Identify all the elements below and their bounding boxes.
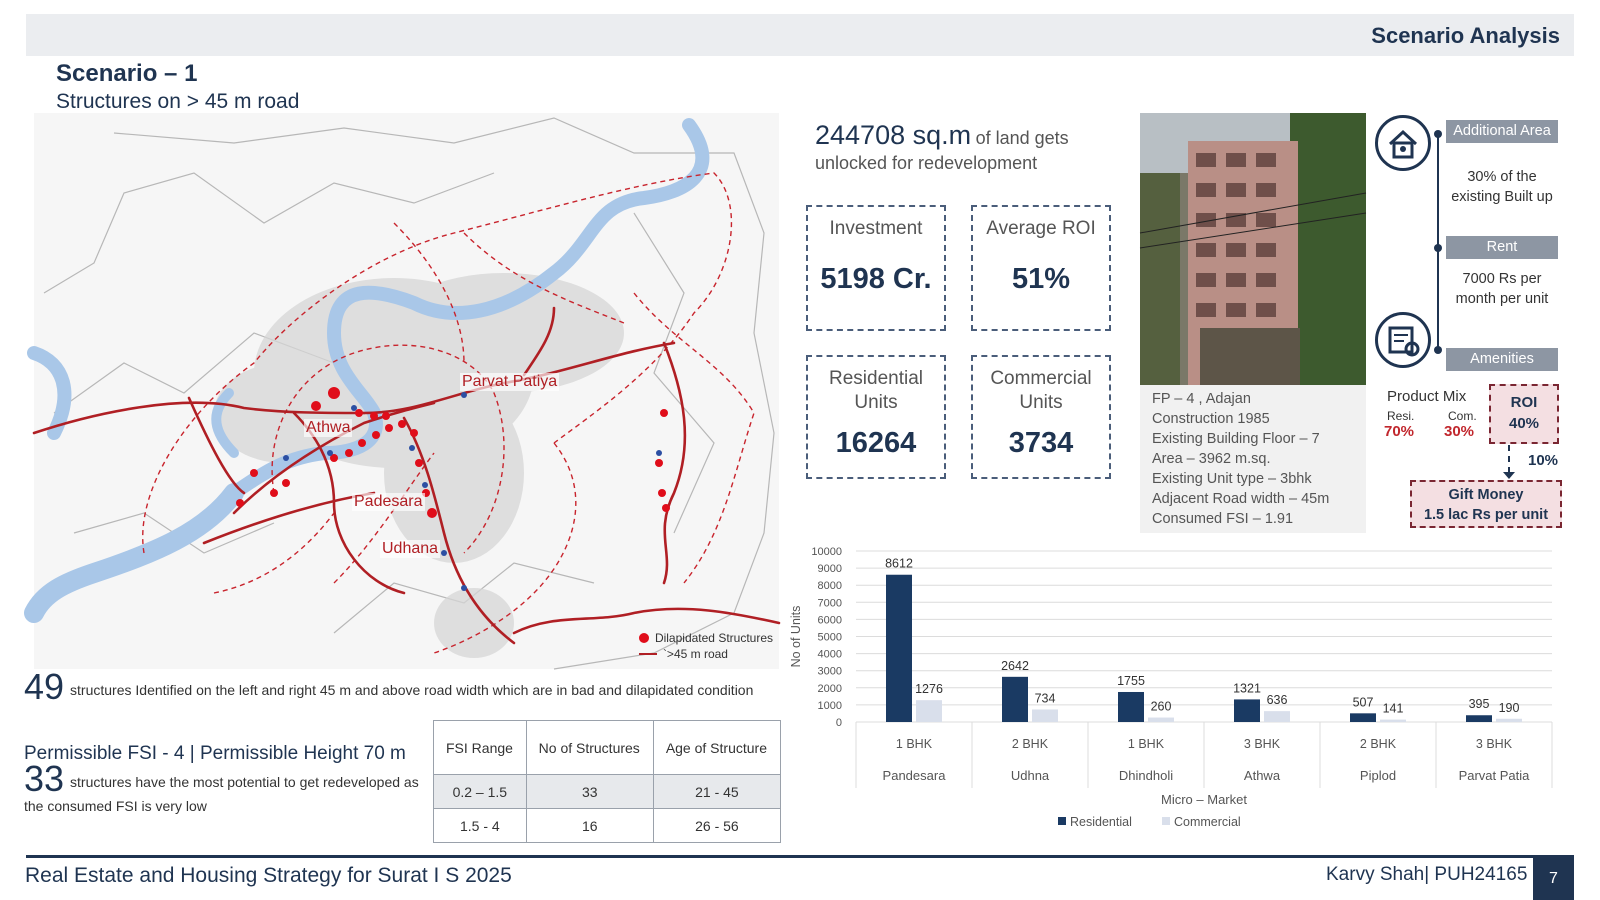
fact-line: Existing Unit type – 3bhk bbox=[1152, 471, 1312, 487]
identified-stat bbox=[24, 666, 759, 707]
timeline-dot bbox=[1434, 346, 1442, 354]
rent-label: Rent bbox=[1446, 236, 1558, 259]
roi-card bbox=[971, 205, 1111, 331]
y-tick-label: 6000 bbox=[817, 614, 842, 627]
scenario-subtitle: Structures on > 45 m road bbox=[56, 90, 300, 113]
property-facts bbox=[1140, 385, 1366, 533]
bar-residential bbox=[886, 575, 912, 722]
data-label: 1276 bbox=[915, 682, 943, 697]
amenities-label: Amenities bbox=[1446, 348, 1558, 371]
resi-label: Resi. bbox=[1387, 409, 1415, 423]
x-market-label: Dhindholi bbox=[1118, 768, 1174, 783]
x-market-label: Athwa bbox=[1243, 768, 1281, 783]
y-tick-label: 1000 bbox=[817, 699, 842, 712]
footer-rule bbox=[26, 855, 1574, 858]
data-label: 260 bbox=[1150, 699, 1172, 714]
fact-line: Area – 3962 m.sq. bbox=[1152, 451, 1271, 467]
roi-value: 40% bbox=[1508, 415, 1540, 432]
page-number: 7 bbox=[1533, 858, 1574, 900]
x-market-label: Udhna bbox=[1010, 768, 1050, 783]
arrow-percent: 10% bbox=[1528, 452, 1559, 469]
bar-commercial bbox=[916, 700, 942, 722]
fact-line: Construction 1985 bbox=[1152, 411, 1270, 427]
table-cell: 0.2 – 1.5 bbox=[434, 775, 527, 809]
map-label-udhana: Udhana bbox=[382, 540, 439, 557]
map-label-padesara: Padesara bbox=[354, 493, 423, 510]
additional-area-label: Additional Area bbox=[1446, 120, 1558, 143]
table-header: Age of Structure bbox=[653, 721, 780, 775]
bar-residential bbox=[1118, 692, 1144, 722]
y-tick-label: 10000 bbox=[811, 546, 842, 558]
land-value: 244708 sq.m bbox=[815, 120, 972, 150]
arrow-down-line bbox=[1508, 445, 1510, 473]
data-label: 734 bbox=[1034, 691, 1056, 706]
footer-author: Karvy Shah| PUH24165 bbox=[1326, 864, 1528, 885]
kpi-value: 5198 Cr. bbox=[820, 263, 932, 295]
data-label: 395 bbox=[1468, 697, 1490, 712]
x-market-label: Parvat Patia bbox=[1458, 768, 1530, 783]
x-tick-label: 1 BHK bbox=[1127, 737, 1165, 751]
table-cell: 1.5 - 4 bbox=[434, 809, 527, 843]
roi-label: ROI bbox=[1510, 394, 1538, 411]
potential-text: structures have the most potential to get redeveloped as the consumed FSI is very low bbox=[24, 774, 419, 814]
timeline-dot bbox=[1434, 130, 1442, 138]
bar-commercial bbox=[1380, 720, 1406, 722]
identified-text: structures Identified on the left and right 45 m and above road width which are in bad and dilapidated condition bbox=[70, 682, 754, 698]
com-label: Com. bbox=[1448, 409, 1477, 423]
map-legend bbox=[639, 629, 773, 661]
y-tick-label: 4000 bbox=[817, 648, 842, 661]
investment-card bbox=[806, 205, 946, 331]
data-label: 2642 bbox=[1001, 658, 1029, 673]
data-label: 507 bbox=[1352, 695, 1374, 710]
y-tick-label: 8000 bbox=[817, 580, 842, 593]
y-tick-label: 0 bbox=[835, 717, 842, 729]
product-mix-title: Product Mix bbox=[1387, 388, 1467, 405]
legend-label: Commercial bbox=[1174, 815, 1241, 829]
land-unlocked bbox=[815, 120, 1069, 174]
legend-dilapidated: Dilapidated Structures bbox=[654, 631, 773, 645]
potential-count: 33 bbox=[24, 758, 65, 799]
kpi-value: 3734 bbox=[1008, 427, 1074, 459]
kpi-value: 51% bbox=[1011, 263, 1071, 295]
red-dot-icon bbox=[639, 633, 649, 643]
legend-swatch-residential bbox=[1058, 817, 1066, 825]
identified-count: 49 bbox=[24, 666, 65, 707]
page-heading: Scenario Analysis bbox=[1371, 23, 1560, 48]
y-tick-label: 3000 bbox=[817, 665, 842, 678]
bar-commercial bbox=[1148, 718, 1174, 722]
road-line-icon bbox=[639, 653, 657, 655]
header-bar bbox=[26, 14, 1574, 56]
rent-text: 7000 Rs per month per unit bbox=[1455, 271, 1549, 307]
x-market-label: Piplod bbox=[1359, 768, 1397, 783]
bar-commercial bbox=[1032, 709, 1058, 722]
x-tick-label: 2 BHK bbox=[1011, 737, 1049, 751]
land-suffix: of land gets bbox=[975, 128, 1069, 148]
fact-line: Consumed FSI – 1.91 bbox=[1152, 511, 1294, 527]
chart-svg bbox=[789, 540, 1580, 860]
data-label: 8612 bbox=[885, 556, 913, 571]
table-row bbox=[434, 775, 781, 809]
fact-line: FP – 4 , Adajan bbox=[1152, 391, 1251, 407]
timeline-dot bbox=[1434, 244, 1442, 252]
kpi-label: Residential Units bbox=[829, 368, 923, 413]
additional-area-text: 30% of the existing Built up bbox=[1451, 169, 1553, 205]
y-tick-label: 2000 bbox=[817, 682, 842, 695]
resi-value: 70% bbox=[1384, 423, 1415, 440]
commercial-units-card bbox=[971, 355, 1111, 479]
data-label: 1321 bbox=[1233, 681, 1261, 696]
x-tick-label: 3 BHK bbox=[1475, 737, 1513, 751]
legend-road: `>45 m road bbox=[662, 647, 728, 661]
city-map bbox=[34, 113, 779, 669]
table-header: FSI Range bbox=[434, 721, 527, 775]
blueprint-icon bbox=[1375, 312, 1431, 368]
kpi-label: Commercial Units bbox=[990, 368, 1092, 413]
table-cell: 16 bbox=[526, 809, 653, 843]
kpi-label: Average ROI bbox=[986, 218, 1096, 239]
units-bar-chart bbox=[789, 540, 1580, 860]
x-tick-label: 3 BHK bbox=[1243, 737, 1281, 751]
land-line2: unlocked for redevelopment bbox=[815, 153, 1038, 173]
data-label: 141 bbox=[1382, 701, 1404, 716]
x-tick-label: 2 BHK bbox=[1359, 737, 1397, 751]
fsi-table bbox=[433, 720, 781, 843]
arrow-down-icon bbox=[1503, 472, 1515, 479]
permissible-fsi: Permissible FSI - 4 | Permissible Height 70 m bbox=[24, 743, 406, 764]
building-illustration bbox=[1140, 113, 1366, 385]
y-axis-label: No of Units bbox=[789, 605, 803, 668]
y-tick-label: 5000 bbox=[817, 631, 842, 644]
table-cell: 21 - 45 bbox=[653, 775, 780, 809]
bar-commercial bbox=[1264, 711, 1290, 722]
timeline-line bbox=[1437, 132, 1439, 350]
com-value: 30% bbox=[1444, 423, 1475, 440]
x-axis-label: Micro – Market bbox=[1161, 792, 1247, 807]
x-tick-label: 1 BHK bbox=[895, 737, 933, 751]
gift-value: 1.5 lac Rs per unit bbox=[1423, 507, 1549, 523]
x-market-label: Pandesara bbox=[882, 768, 946, 783]
table-row bbox=[434, 809, 781, 843]
potential-stat bbox=[24, 758, 434, 818]
bar-commercial bbox=[1496, 719, 1522, 722]
scenario-title: Scenario – 1 bbox=[56, 60, 198, 87]
residential-units-card bbox=[806, 355, 946, 479]
map-drawing bbox=[34, 113, 779, 669]
data-label: 636 bbox=[1266, 693, 1288, 708]
fact-line: Existing Building Floor – 7 bbox=[1152, 431, 1320, 447]
roi-box bbox=[1489, 384, 1559, 444]
building-photo bbox=[1140, 113, 1366, 385]
map-label-athwa: Athwa bbox=[306, 419, 351, 436]
bar-residential bbox=[1234, 699, 1260, 722]
footer-title: Real Estate and Housing Strategy for Surat I S 2025 bbox=[25, 864, 512, 887]
kpi-label: Investment bbox=[829, 218, 923, 239]
table-header: No of Structures bbox=[526, 721, 653, 775]
data-label: 1755 bbox=[1117, 673, 1145, 688]
bar-residential bbox=[1002, 677, 1028, 722]
data-label: 190 bbox=[1498, 700, 1520, 715]
gift-money-box bbox=[1410, 480, 1562, 528]
legend-label: Residential bbox=[1070, 815, 1132, 829]
y-tick-label: 7000 bbox=[817, 597, 842, 610]
y-tick-label: 9000 bbox=[817, 563, 842, 576]
legend-swatch-commercial bbox=[1162, 817, 1170, 825]
home-settings-icon bbox=[1375, 115, 1431, 171]
gift-label: Gift Money bbox=[1448, 487, 1524, 503]
kpi-value: 16264 bbox=[835, 427, 917, 459]
fact-line: Adjacent Road width – 45m bbox=[1152, 491, 1330, 507]
map-label-parvat-patiya: Parvat Patiya bbox=[462, 373, 558, 390]
table-cell: 33 bbox=[526, 775, 653, 809]
bar-residential bbox=[1466, 715, 1492, 722]
table-cell: 26 - 56 bbox=[653, 809, 780, 843]
bar-residential bbox=[1350, 713, 1376, 722]
